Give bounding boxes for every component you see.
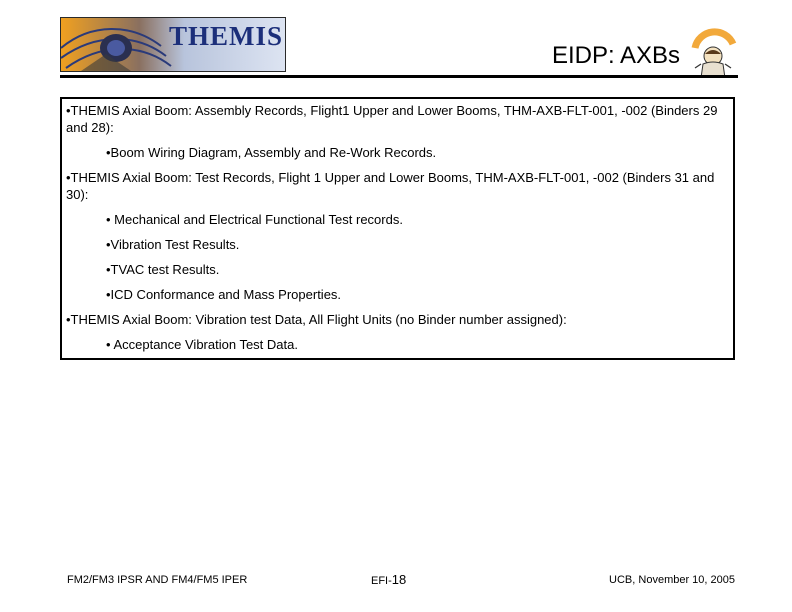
footer-left: FM2/FM3 IPSR AND FM4/FM5 IPER [67,574,248,586]
sub-bullet-tvac-results: •TVAC test Results. [106,262,220,277]
title-divider [60,75,738,78]
bullet-vibration-data: •THEMIS Axial Boom: Vibration test Data, All Flight Units (no Binder number assigned): [66,312,567,327]
sub-bullet-functional-tests: • Mechanical and Electrical Functional Test records. [106,212,403,227]
sub-bullet-vibration-results: •Vibration Test Results. [106,237,240,252]
footer-page-prefix: EFI- [371,575,392,587]
sub-bullet-wiring-diagram: •Boom Wiring Diagram, Assembly and Re-Work Records. [106,145,437,160]
footer-page-digits: 18 [391,572,407,587]
logo-text: THEMIS [169,21,284,51]
mascot-icon [685,24,741,78]
bullet-test-records: •THEMIS Axial Boom: Test Records, Flight 1 Upper and Lower Booms, THM-AXB-FLT-001, -002 (Binders 31 and 30): [66,170,715,202]
sub-bullet-acceptance-vibration: • Acceptance Vibration Test Data. [106,337,298,352]
themis-mascot-logo [685,24,741,78]
content-box [60,97,735,360]
sub-bullet-icd-conformance: •ICD Conformance and Mass Properties. [106,287,342,302]
themis-logo [60,17,286,72]
footer-page-number [371,572,406,587]
bullet-assembly-records: •THEMIS Axial Boom: Assembly Records, Flight1 Upper and Lower Booms, THM-AXB-FLT-001, -002 (Binders 29 and 28): [66,103,718,135]
footer-right: UCB, November 10, 2005 [609,574,735,586]
slide-title: EIDP: AXBs [551,42,680,69]
